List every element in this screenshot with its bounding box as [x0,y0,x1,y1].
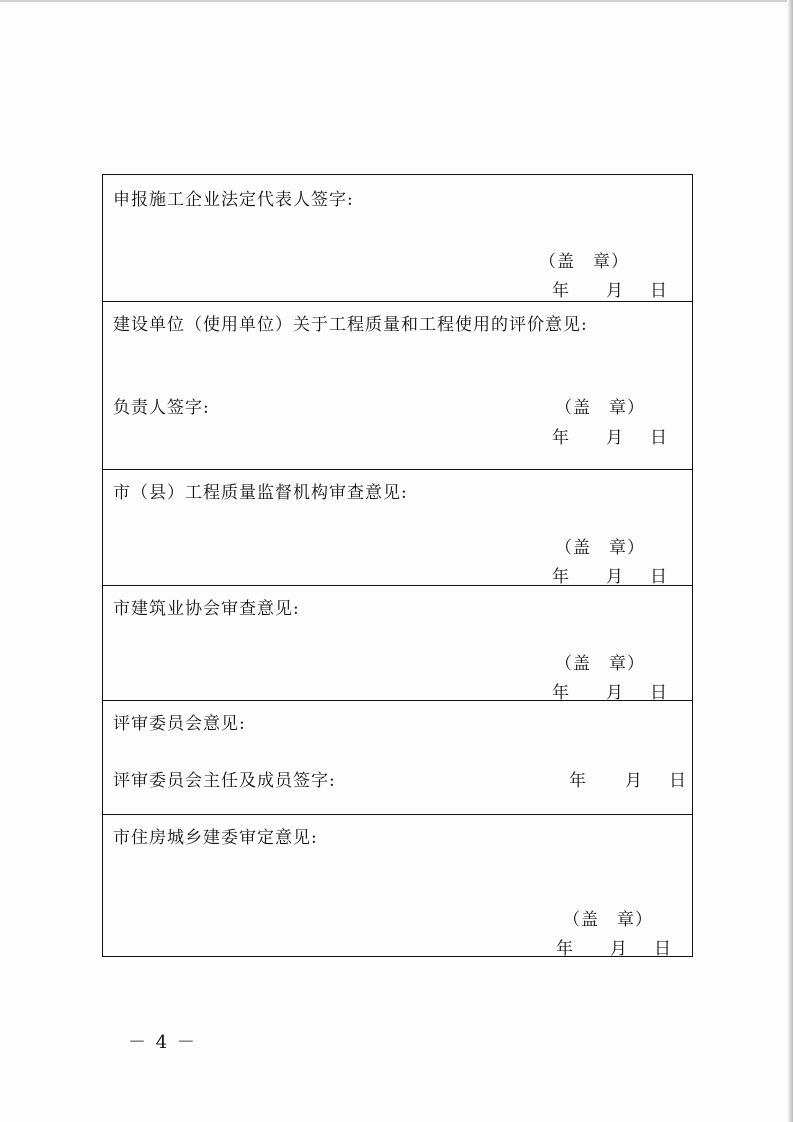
month-label: 月 [606,683,623,703]
seal-placeholder: （盖 章） [555,538,645,558]
day-label: 日 [654,939,671,959]
scan-border-top [0,0,793,2]
seal-placeholder: （盖 章） [555,654,645,674]
day-label: 日 [650,281,667,301]
year-label: 年 [552,281,569,301]
seal-placeholder: （盖 章） [563,910,653,930]
row-label: 建设单位（使用单位）关于工程质量和工程使用的评价意见: [113,315,588,335]
year-label: 年 [569,771,586,791]
row-label: 市建筑业协会审查意见: [113,599,300,619]
year-label: 年 [552,683,569,703]
year-label: 年 [552,567,569,587]
responsible-person-sign-label: 负责人签字: [113,398,210,418]
row-quality-supervision-opinion [103,469,692,585]
row-construction-unit-opinion [103,301,692,469]
month-label: 月 [606,281,623,301]
row-label: 市（县）工程质量监督机构审查意见: [113,483,408,503]
row-label: 市住房城乡建委审定意见: [113,828,318,848]
date-line [103,562,694,587]
month-label: 月 [606,567,623,587]
committee-sign-label: 评审委员会主任及成员签字: [113,771,336,791]
month-label: 月 [606,428,623,448]
seal-placeholder: （盖 章） [555,398,645,418]
month-label: 月 [625,771,642,791]
page-number: － 4 － [128,1032,197,1053]
date-line [103,766,694,791]
day-label: 日 [650,428,667,448]
year-label: 年 [556,939,573,959]
approval-form-table [102,174,693,957]
date-line [103,934,694,959]
date-line [103,276,694,301]
day-label: 日 [650,567,667,587]
row-construction-association-opinion [103,585,692,703]
date-line [103,678,694,703]
row-label: 申报施工企业法定代表人签字: [113,190,354,210]
day-label: 日 [650,683,667,703]
date-line [103,423,694,448]
year-label: 年 [552,428,569,448]
scan-edge-right [787,0,793,1122]
month-label: 月 [610,939,627,959]
row-label: 评审委员会意见: [113,714,246,734]
row-review-committee-opinion [103,700,692,814]
row-housing-commission-approval [103,814,692,959]
row-enterprise-representative [103,175,692,301]
seal-placeholder: （盖 章） [539,252,629,272]
day-label: 日 [669,771,686,791]
